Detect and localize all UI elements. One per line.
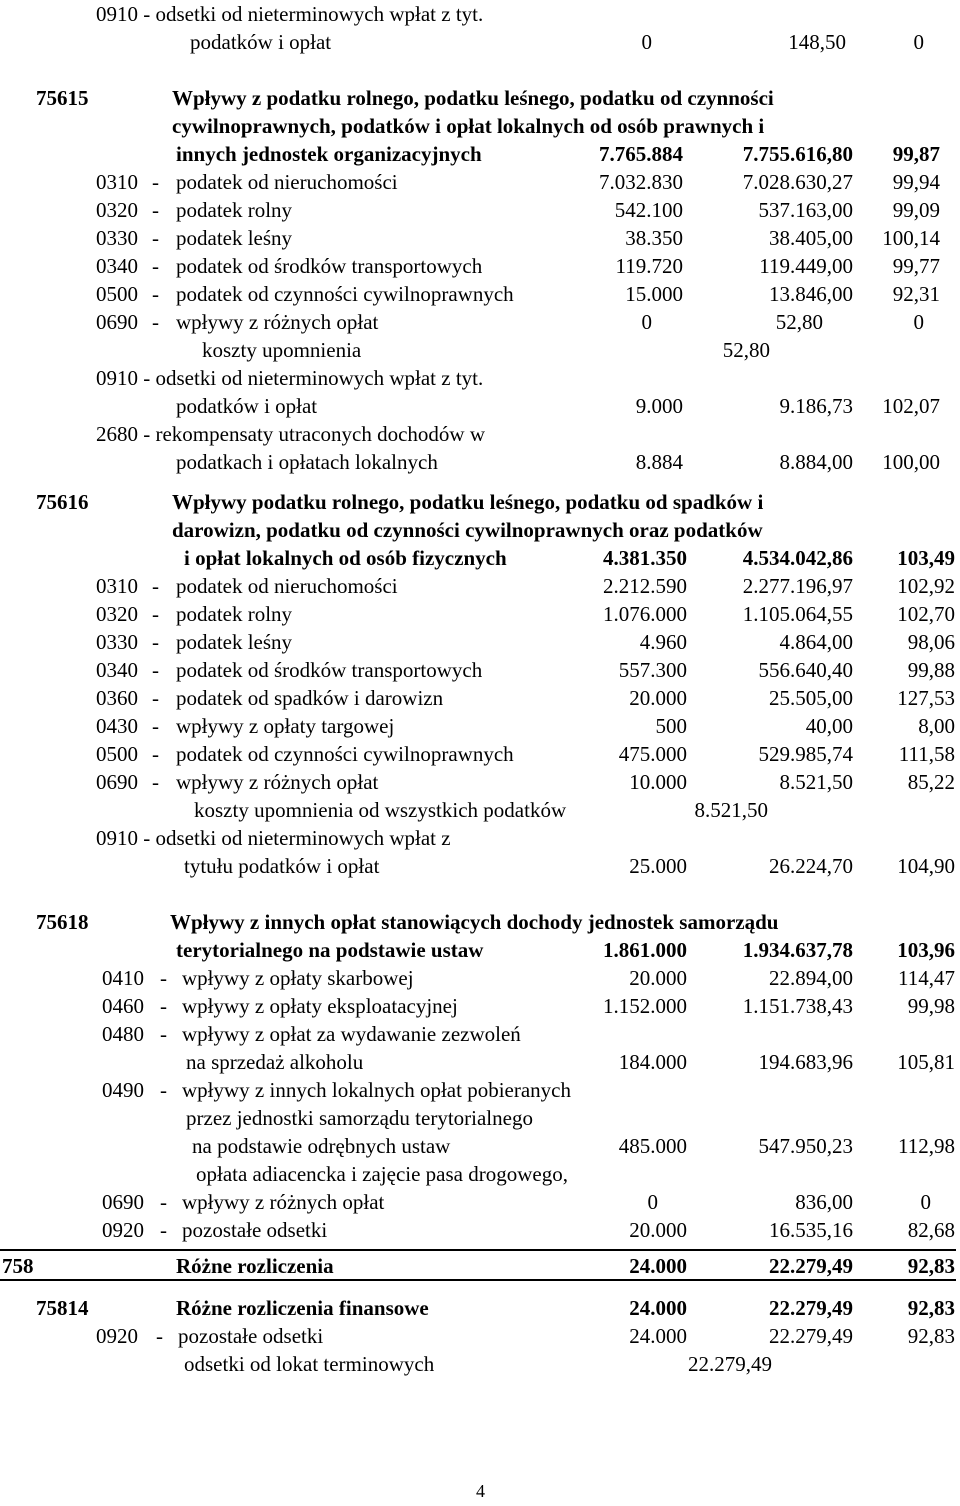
- plan-value: 184.000: [618, 1050, 687, 1074]
- row-dash: -: [152, 658, 159, 682]
- row-dash: -: [152, 282, 159, 306]
- row-dash: -: [160, 1218, 167, 1242]
- exec-value: 836,00: [795, 1190, 853, 1214]
- row-label: wpływy z opłat za wydawanie zezwoleń: [182, 1022, 521, 1046]
- row-label: podatek od środków transportowych: [176, 658, 483, 682]
- row-0910-line1: 0910 - odsetki od nieterminowych wpłat z tyt.: [96, 366, 484, 390]
- division-pct: 92,83: [907, 1254, 955, 1278]
- row-2680-line1: 2680 - rekompensaty utraconych dochodów w: [96, 422, 485, 446]
- row-code: 0360: [96, 686, 138, 710]
- exec-value: 9.186,73: [779, 394, 853, 418]
- exec-value: 148,50: [788, 30, 846, 54]
- row-code: 0920: [102, 1218, 144, 1242]
- plan-value: 542.100: [614, 198, 683, 222]
- row-dash: -: [152, 574, 159, 598]
- row-code: 0330: [96, 226, 138, 250]
- plan-value: 10.000: [629, 770, 687, 794]
- pct-value: 100,00: [882, 450, 940, 474]
- plan-value: 500: [655, 714, 687, 738]
- row-code: 0330: [96, 630, 138, 654]
- row-code: 0690: [96, 310, 138, 334]
- row-code: 0490: [102, 1078, 144, 1102]
- exec-value: 7.028.630,27: [742, 170, 853, 194]
- plan-value: 4.960: [639, 630, 687, 654]
- row-code: 0430: [96, 714, 138, 738]
- section-code-75615: 75615: [36, 86, 89, 110]
- row-code: 0460: [102, 994, 144, 1018]
- row-label: podatek od nieruchomości: [176, 574, 398, 598]
- row-label: podatek leśny: [176, 630, 293, 654]
- row-label: podatek od czynności cywilnoprawnych: [176, 282, 514, 306]
- row-label: pozostałe odsetki: [178, 1324, 324, 1348]
- divider-bottom: [0, 1279, 956, 1281]
- row-dash: -: [160, 994, 167, 1018]
- division-code-758: 758: [2, 1254, 34, 1278]
- section-title-line: innych jednostek organizacyjnych: [176, 142, 482, 166]
- row-code: 0310: [96, 170, 138, 194]
- sub-note-label: odsetki od lokat terminowych: [184, 1352, 435, 1376]
- plan-value: 8.884: [635, 450, 683, 474]
- row-code: 0340: [96, 254, 138, 278]
- section-plan: 4.381.350: [603, 546, 687, 570]
- row-label: na sprzedaż alkoholu: [186, 1050, 364, 1074]
- exec-value: 8.884,00: [779, 450, 853, 474]
- row-label: wpływy z opłaty targowej: [176, 714, 395, 738]
- exec-value: 26.224,70: [769, 854, 853, 878]
- pct-value: 102,07: [882, 394, 940, 418]
- plan-value: 15.000: [625, 282, 683, 306]
- plan-value: 2.212.590: [603, 574, 687, 598]
- plan-value: 0: [641, 310, 652, 334]
- plan-value: 1.152.000: [603, 994, 687, 1018]
- row-label: wpływy z różnych opłat: [182, 1190, 385, 1214]
- plan-value: 7.032.830: [599, 170, 683, 194]
- section-title-line: cywilnoprawnych, podatków i opłat lokalnych od osób prawnych i: [172, 114, 765, 138]
- row-dash: -: [160, 1022, 167, 1046]
- plan-value: 485.000: [618, 1134, 687, 1158]
- pct-value: 85,22: [907, 770, 955, 794]
- pct-value: 99,88: [907, 658, 955, 682]
- exec-value: 547.950,23: [758, 1134, 853, 1158]
- plan-value: 0: [647, 1190, 658, 1214]
- row-label: tytułu podatków i opłat: [184, 854, 380, 878]
- row-label: podatek leśny: [176, 226, 293, 250]
- plan-value: 475.000: [618, 742, 687, 766]
- pct-value: 82,68: [907, 1218, 955, 1242]
- plan-value: 38.350: [625, 226, 683, 250]
- row-dash: -: [152, 630, 159, 654]
- pct-value: 102,70: [897, 602, 955, 626]
- section-exec: 4.534.042,86: [742, 546, 853, 570]
- exec-value: 22.279,49: [769, 1324, 853, 1348]
- row-code: 0500: [96, 282, 138, 306]
- sub-note-value: 8.521,50: [694, 798, 768, 822]
- pct-value: 104,90: [897, 854, 955, 878]
- plan-value: 119.720: [615, 254, 683, 278]
- row-code: 0320: [96, 198, 138, 222]
- section-plan: 1.861.000: [603, 938, 687, 962]
- row-code: 0410: [102, 966, 144, 990]
- pct-value: 92,83: [907, 1324, 955, 1348]
- row-dash: -: [152, 226, 159, 250]
- row-code: 0500: [96, 742, 138, 766]
- row-label: na podstawie odrębnych ustaw: [192, 1134, 451, 1158]
- row-label: podatek od spadków i darowizn: [176, 686, 444, 710]
- row-dash: -: [152, 742, 159, 766]
- row-dash: -: [152, 686, 159, 710]
- exec-value: 38.405,00: [769, 226, 853, 250]
- section-plan: 24.000: [629, 1296, 687, 1320]
- row-dash: -: [152, 602, 159, 626]
- pct-value: 0: [913, 30, 924, 54]
- row-code: 0480: [102, 1022, 144, 1046]
- row-code: 0320: [96, 602, 138, 626]
- exec-value: 1.105.064,55: [742, 602, 853, 626]
- row-label: podatek rolny: [176, 602, 293, 626]
- section-exec: 7.755.616,80: [742, 142, 853, 166]
- section-code-75616: 75616: [36, 490, 89, 514]
- pct-value: 99,77: [892, 254, 940, 278]
- sub-note-label: koszty upomnienia: [202, 338, 362, 362]
- pct-value: 112,98: [898, 1134, 955, 1158]
- row-0910-continued: 0910 - odsetki od nieterminowych wpłat z tyt.: [96, 2, 484, 26]
- exec-value: 529.985,74: [758, 742, 853, 766]
- row-label: wpływy z opłaty eksploatacyjnej: [182, 994, 458, 1018]
- exec-value: 52,80: [775, 310, 823, 334]
- sub-note-value: 52,80: [722, 338, 770, 362]
- exec-value: 537.163,00: [758, 198, 853, 222]
- pct-value: 105,81: [897, 1050, 955, 1074]
- row-label: podatków i opłat: [176, 394, 318, 418]
- row-dash: -: [152, 310, 159, 334]
- row-0910-line1: 0910 - odsetki od nieterminowych wpłat z: [96, 826, 451, 850]
- division-title: Różne rozliczenia: [176, 1254, 334, 1278]
- row-label-continued: przez jednostki samorządu terytorialnego: [186, 1106, 533, 1130]
- row-label: wpływy z opłaty skarbowej: [182, 966, 414, 990]
- row-label: wpływy z różnych opłat: [176, 310, 379, 334]
- row-dash: -: [152, 170, 159, 194]
- row-dash: -: [152, 714, 159, 738]
- row-dash: -: [160, 966, 167, 990]
- pct-value: 127,53: [897, 686, 955, 710]
- row-label: podatek od środków transportowych: [176, 254, 483, 278]
- plan-value: 1.076.000: [603, 602, 687, 626]
- pct-value: 100,14: [882, 226, 940, 250]
- section-plan: 7.765.884: [599, 142, 683, 166]
- plan-value: 9.000: [635, 394, 683, 418]
- row-label: wpływy z różnych opłat: [176, 770, 379, 794]
- pct-value: 92,31: [892, 282, 940, 306]
- pct-value: 99,98: [907, 994, 955, 1018]
- section-title-line: Wpływy z innych opłat stanowiących dochody jednostek samorządu: [170, 910, 779, 934]
- pct-value: 99,09: [892, 198, 940, 222]
- pct-value: 114,47: [898, 966, 955, 990]
- exec-value: 16.535,16: [769, 1218, 853, 1242]
- plan-value: 20.000: [629, 1218, 687, 1242]
- row-code: 0340: [96, 658, 138, 682]
- exec-value: 25.505,00: [769, 686, 853, 710]
- pct-value: 111,58: [898, 742, 955, 766]
- row-code: 0310: [96, 574, 138, 598]
- plan-value: 24.000: [629, 1324, 687, 1348]
- division-exec: 22.279,49: [769, 1254, 853, 1278]
- exec-value: 4.864,00: [779, 630, 853, 654]
- section-title-line: terytorialnego na podstawie ustaw: [176, 938, 484, 962]
- row-label: podatek od czynności cywilnoprawnych: [176, 742, 514, 766]
- row-dash: -: [160, 1078, 167, 1102]
- section-code-75618: 75618: [36, 910, 89, 934]
- row-code: 0690: [96, 770, 138, 794]
- sub-note-value: 22.279,49: [688, 1352, 772, 1376]
- exec-value: 2.277.196,97: [742, 574, 853, 598]
- section-exec: 1.934.637,78: [742, 938, 853, 962]
- exec-value: 556.640,40: [758, 658, 853, 682]
- plan-value: 25.000: [629, 854, 687, 878]
- row-label: podatkach i opłatach lokalnych: [176, 450, 438, 474]
- section-title-line: Różne rozliczenia finansowe: [176, 1296, 429, 1320]
- row-label: pozostałe odsetki: [182, 1218, 328, 1242]
- plan-value: 557.300: [618, 658, 687, 682]
- plan-value: 20.000: [629, 966, 687, 990]
- row-dash: -: [152, 254, 159, 278]
- exec-value: 194.683,96: [758, 1050, 853, 1074]
- plan-value: 20.000: [629, 686, 687, 710]
- row-label: podatek rolny: [176, 198, 293, 222]
- pct-value: 8,00: [918, 714, 955, 738]
- division-plan: 24.000: [629, 1254, 687, 1278]
- exec-value: 40,00: [805, 714, 853, 738]
- section-exec: 22.279,49: [769, 1296, 853, 1320]
- row-code: 0690: [102, 1190, 144, 1214]
- exec-value: 13.846,00: [769, 282, 853, 306]
- pct-value: 99,94: [892, 170, 940, 194]
- row-dash: -: [156, 1324, 163, 1348]
- section-title-line: darowizn, podatku od czynności cywilnoprawnych oraz podatków: [172, 518, 763, 542]
- pct-value: 0: [920, 1190, 931, 1214]
- pct-value: 0: [913, 310, 924, 334]
- row-label: podatków i opłat: [190, 30, 332, 54]
- exec-value: 119.449,00: [759, 254, 853, 278]
- row-dash: -: [152, 770, 159, 794]
- row-label: podatek od nieruchomości: [176, 170, 398, 194]
- exec-value: 1.151.738,43: [742, 994, 853, 1018]
- section-code-75814: 75814: [36, 1296, 89, 1320]
- section-pct: 103,96: [897, 938, 955, 962]
- exec-value: 22.894,00: [769, 966, 853, 990]
- pct-value: 102,92: [897, 574, 955, 598]
- pct-value: 98,06: [907, 630, 955, 654]
- section-pct: 92,83: [907, 1296, 955, 1320]
- row-label: wpływy z innych lokalnych opłat pobieranych: [182, 1078, 571, 1102]
- divider-top: [0, 1249, 956, 1251]
- sub-note-label: opłata adiacencka i zajęcie pasa drogowego,: [196, 1162, 568, 1186]
- row-dash: -: [152, 198, 159, 222]
- section-title-line: Wpływy podatku rolnego, podatku leśnego, podatku od spadków i: [172, 490, 764, 514]
- page-number: 4: [476, 1481, 485, 1501]
- section-pct: 103,49: [897, 546, 955, 570]
- row-dash: -: [160, 1190, 167, 1214]
- section-title-line: Wpływy z podatku rolnego, podatku leśnego, podatku od czynności: [172, 86, 774, 110]
- exec-value: 8.521,50: [779, 770, 853, 794]
- section-pct: 99,87: [892, 142, 940, 166]
- section-title-line: i opłat lokalnych od osób fizycznych: [184, 546, 507, 570]
- sub-note-label: koszty upomnienia od wszystkich podatków: [194, 798, 567, 822]
- row-code: 0920: [96, 1324, 138, 1348]
- plan-value: 0: [641, 30, 652, 54]
